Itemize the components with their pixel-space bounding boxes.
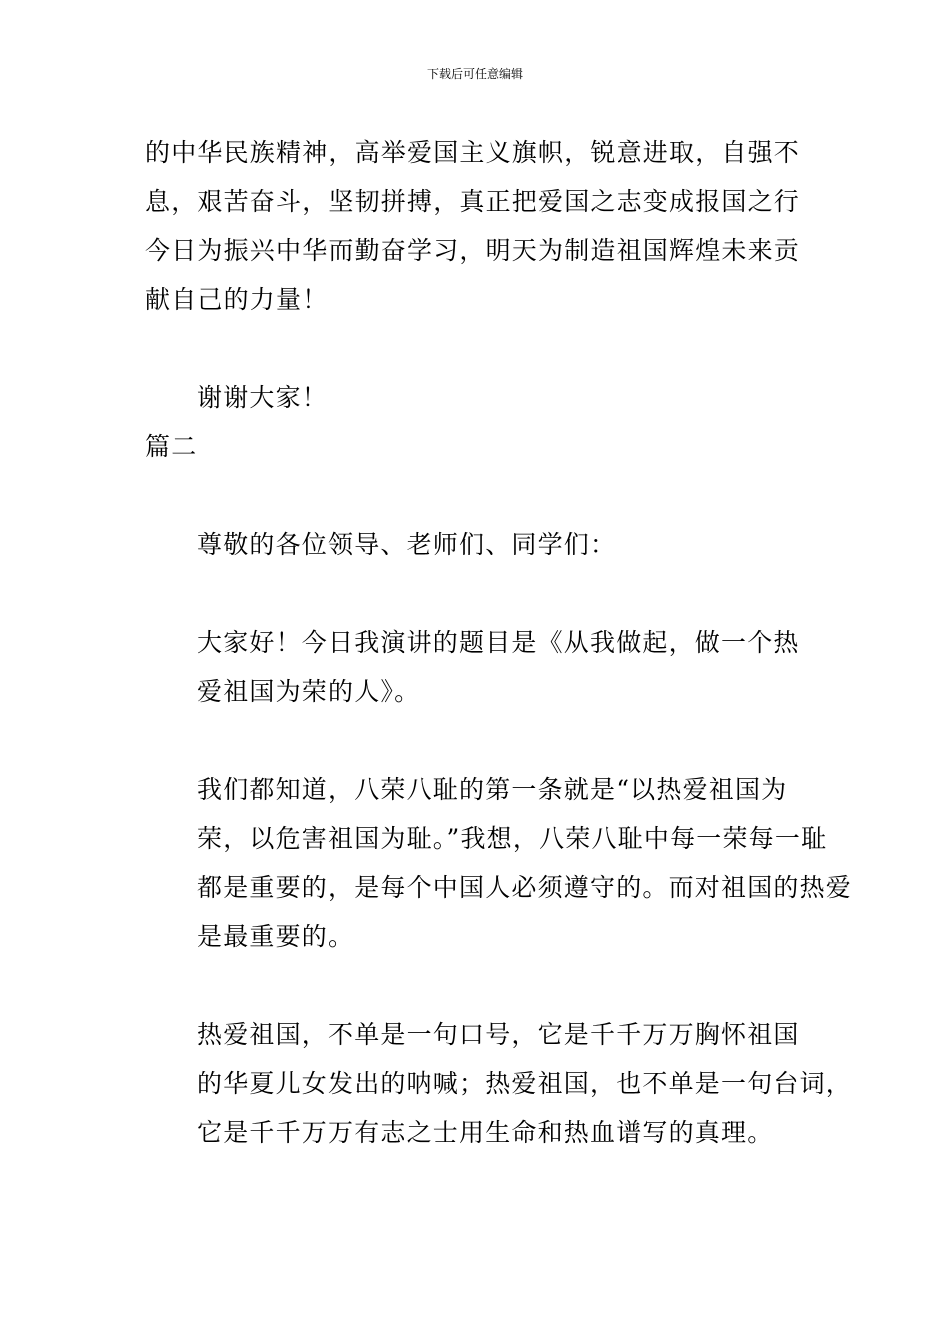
paragraph-closing-text	[145, 128, 810, 324]
text-line: 谢谢大家！	[197, 383, 329, 412]
paragraph-gap	[145, 569, 810, 618]
text-line: 的华夏儿女发出的呐喊；热爱祖国，也不单是一句台词，	[197, 1069, 853, 1098]
text-line: 的中华民族精神，高举爱国主义旗帜，锐意进取，自强不	[145, 138, 801, 167]
text-line: 热爱祖国，不单是一句口号，它是千千万万胸怀祖国	[197, 1020, 800, 1049]
text-line: 今日为振兴中华而勤奋学习，明天为制造祖国辉煌未来贡	[145, 236, 801, 265]
text-line: 大家好！今日我演讲的题目是《从我做起，做一个热	[197, 628, 800, 657]
text-line: 荣，以危害祖国为耻。”我想，八荣八耻中每一荣每一耻	[197, 824, 828, 853]
page-header: 下载后可任意编辑	[426, 67, 523, 81]
text-line: 献自己的力量！	[145, 285, 329, 314]
paragraph-gap	[145, 471, 810, 520]
section-heading	[145, 422, 810, 471]
paragraph-love-country	[145, 1010, 853, 1157]
paragraph-gap	[145, 961, 810, 1010]
document-body	[145, 128, 853, 1157]
text-line: 息，艰苦奋斗，坚韧拼搏，真正把爱国之志变成报国之行	[145, 187, 801, 216]
paragraph-greeting	[145, 618, 810, 716]
paragraph-gap	[145, 324, 810, 373]
text-line: 是最重要的。	[197, 922, 355, 951]
text-line: 尊敬的各位领导、老师们、同学们：	[197, 530, 617, 559]
text-line: 它是千千万万有志之士用生命和热血谱写的真理。	[197, 1118, 774, 1147]
text-line: 我们都知道，八荣八耻的第一条就是“以热爱祖国为	[197, 775, 788, 804]
text-line: 都是重要的，是每个中国人必须遵守的。而对祖国的热爱	[197, 873, 853, 902]
text-line: 爱祖国为荣的人》。	[197, 677, 421, 706]
paragraph-salutation	[145, 520, 810, 569]
text-line: 篇二	[145, 432, 198, 461]
paragraph-thanks	[145, 373, 810, 422]
paragraph-gap	[145, 716, 810, 765]
paragraph-eight-honors	[145, 765, 853, 961]
